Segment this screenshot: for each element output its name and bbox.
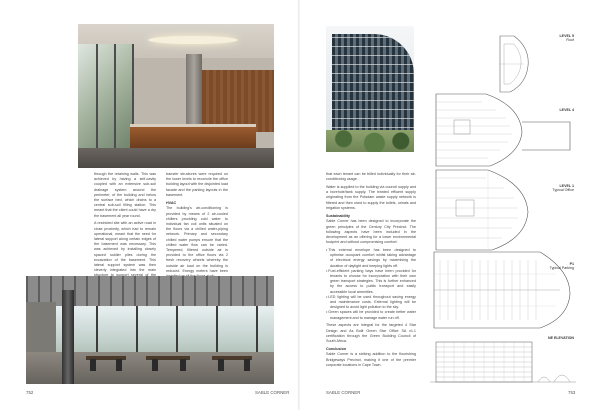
plan-level: NE ELEVATION — [547, 336, 574, 340]
paragraph: transfer structures were required on the lower levels to reconcile the office building layout with the disjointed load facade and the parking layouts in the basement. — [166, 172, 228, 197]
list-item: • LED lighting will be used throughout saving energy and maintenance costs. External lighting will be designed to avoid light pollution to the sky. — [326, 295, 416, 311]
running-title: SABLE CORNER — [255, 390, 290, 395]
section-heading-sustainability: Sustainability — [326, 213, 350, 218]
page-number: 752 — [26, 390, 34, 395]
plan-sub: Typical Parking — [549, 266, 574, 271]
lobby-photo — [78, 24, 274, 168]
paragraph: Sable Corner has been designed to incorporate the green principles of the Century City Precinct. The following aspects have been included in the development as an offering for a lower environmental footprint and without compromising comfort: — [326, 219, 416, 245]
paragraph: through the retaining walls. This was achieved by having a self-cavity coupled with an extensive sub-soil drainage system around the perimeter, of the building and below the surface bed, which drains to a central sub-soil filling station. This meant that the client could have a dry the basement all year round. — [94, 172, 156, 218]
plan-label — [514, 34, 574, 43]
plan-level: LEVEL 4 — [559, 108, 574, 112]
plan-label — [514, 108, 574, 112]
plan-label — [514, 184, 574, 193]
right-page — [300, 0, 600, 410]
plan-sub: Typical Office — [552, 188, 574, 193]
list-item: • Fuel-efficient parking bays have been provided for tenants to choose for incorporation with their own green transport strategies. This is further enhanced by the access to public transport and easily accessible local amenities. — [326, 269, 416, 295]
paragraph: A restricted site with an active road in close proximity, which had to remain operational, meant that the need for lateral support along certain edges of the basement was necessary. This was achieved by installing closely spaced soldier piles during the excavation of the basement. This lateral support system was then cleverly integrated into the main — [94, 221, 156, 273]
section-heading-conclusion: Conclusion — [326, 346, 347, 351]
plan-level-5-drawing — [496, 34, 532, 94]
paragraph: These aspects are integral for the targeted 4 Star Design and As Built Green Star Office SA v1.1 certification through the Green Building Council of South Africa. — [326, 323, 416, 343]
ne-elevation-drawing — [430, 338, 576, 384]
cafe-photo — [26, 276, 274, 384]
exterior-photo — [326, 26, 414, 152]
paragraph: The building's air-conditioning is provided by means of 2 air-cooled chillers providing cold water to individual fan coil units situated on the floors via a chilled water-piping network. Primary and secondary chilled water pumps ensure that the chilled water flow can be varied. Tempered, filtered outside air is provided to the office floors via 2 fresh recovery wheels whereby the outside air load on the building is reduced. Energy meters have been — [166, 206, 228, 273]
plan-label — [514, 336, 574, 340]
paragraph: Sable Corner is a striking addition to the flourishing Bridgeways Precinct, making it one of the premier corporate locations in Cape Town. — [326, 352, 416, 367]
plan-label — [514, 262, 574, 271]
paragraph: Water is supplied to the building via council supply and a borehole/tank supply. The treated effluent supply originating from the Potsdam waste supply network is filtered and then used to supply the toilets, urinals and irrigation systems. — [326, 185, 416, 210]
plan-level-1-drawing — [430, 168, 540, 252]
bullet-list — [326, 248, 416, 321]
plan-level: LEVEL 1 — [559, 184, 574, 188]
running-title: SABLE CORNER — [326, 390, 361, 395]
text-column-1 — [94, 172, 156, 272]
plan-level-4-drawing — [430, 92, 576, 168]
page-number: 753 — [568, 390, 576, 395]
list-item: • This external envelope has been designed to optimise occupant comfort whilst taking advantage of electrical energy savings by maximising the duration of daylight and keeping lights off. — [326, 248, 416, 269]
paragraph: that each tenant can be billed individually for their air-conditioning usage. — [326, 172, 416, 182]
text-column-2 — [166, 172, 228, 272]
plan-sub: Roof — [566, 38, 574, 43]
plan-level: LEVEL 5 — [559, 34, 574, 38]
text-column-3 — [326, 172, 416, 382]
plan-level: P1 — [569, 262, 574, 266]
section-heading-hvac: HVAC — [166, 200, 177, 205]
list-item: • Green spaces will be provided to create better water management and to manage water run off. — [326, 310, 416, 320]
